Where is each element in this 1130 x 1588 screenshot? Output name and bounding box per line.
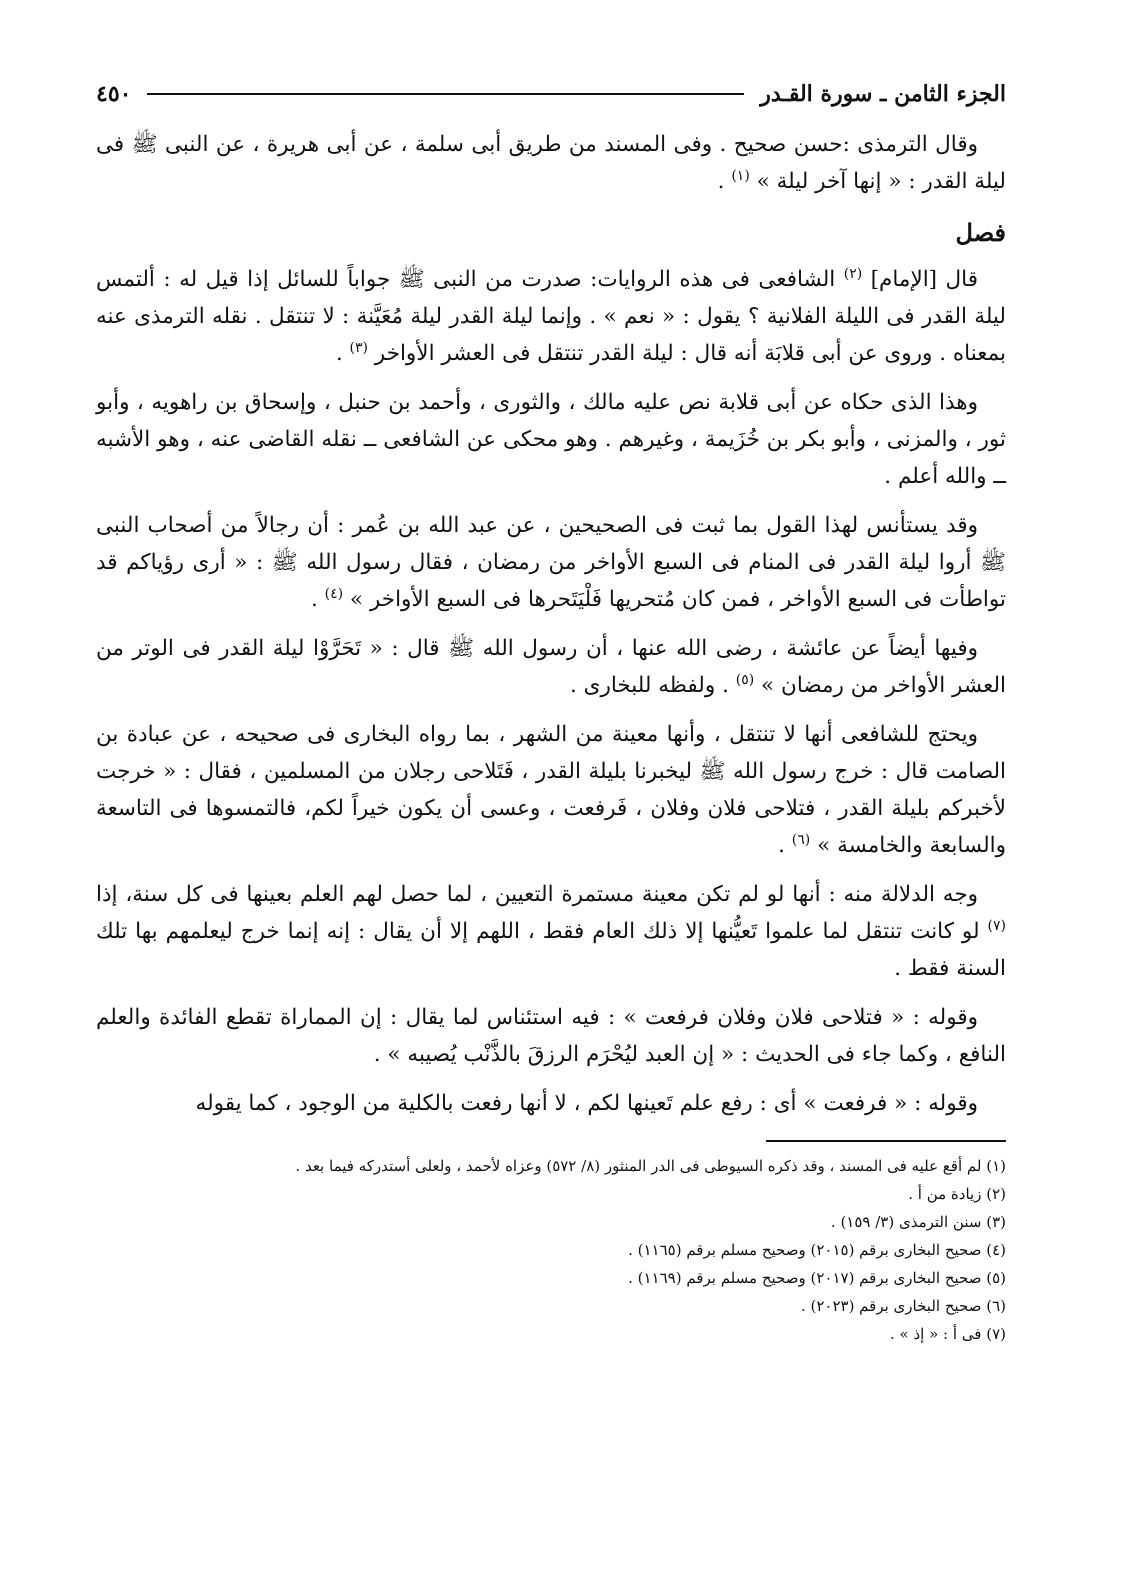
paragraph-4 [96, 507, 1006, 618]
paragraph-4-text: وقد يستأنس لهذا القول بما ثبت فى الصحيحين ، عن عبد الله بن عُمر : أن رجالاً من أصحاب النبى ﷺ أروا ليلة القدر فى المنام فى السبع الأواخر من رمضان ، فقال رسول الله ﷺ : « أرى رؤياكم قد تواطأت فى السبع الأواخر ، فمن كان مُتحريها فَلْيَتَحرها فى السبع الأواخر » [96, 513, 1006, 612]
paragraph-2 [96, 261, 1006, 372]
paragraph-5-text: وفيها أيضاً عن عائشة ، رضى الله عنها ، أن رسول الله ﷺ قال : « تَحَرَّوْا ليلة القدر فى الوتر من العشر الأواخر من رمضان » [96, 636, 1006, 698]
footnote-ref-1[interactable]: (١) [731, 167, 750, 184]
paragraph-7-text-a: وجه الدلالة منه : أنها لو لم تكن معينة مستمرة التعيين ، لما حصل لهم العلم بعينها فى كل سنة، إذا [96, 882, 978, 907]
footnote-5: (٥) صحيح البخارى برقم (٢٠١٧) وصحيح مسلم برقم (١١٦٩) . [628, 1269, 1006, 1287]
paragraph-2-text-b: الشافعى فى هذه الروايات: صدرت من النبى ﷺ جواباً للسائل إذا قيل له : ألتمس ليلة القدر فى الليلة الفلانية ؟ يقول : « نعم » . وإنما ليلة القدر ليلة مُعَيَّنة : لا تنتقل . نقله الترمذى عنه بمعناه . وروى عن أبى قلابَة أنه قال : ليلة القدر تنتقل فى العشر الأواخر [96, 267, 1006, 366]
footnote-ref-4[interactable]: (٤) [324, 585, 344, 602]
paragraph-6-text: ويحتج للشافعى أنها لا تنتقل ، وأنها معينة من الشهر ، بما رواه البخارى فى صحيحه ، عن عبادة بن الصامت قال : خرج رسول الله ﷺ ليخبرنا بليلة القدر ، فَتَلاحى رجلان من المسلمين ، فقال : « خرجت لأخبركم بليلة القدر ، فتلاحى فلان وفلان ، فَرفعت ، وعسى أن يكون خيراً لكم، فالتمسوها فى التاسعة والسابعة والخامسة » [96, 722, 1006, 858]
paragraph-5-end: . ولفظه للبخارى . [569, 673, 736, 698]
paragraph-7 [96, 876, 1006, 987]
paragraph-9: وقوله : « فرفعت » أى : رفع علم تَعينها لكم ، لا أنها رفعت بالكلية من الوجود ، كما يقوله [195, 1091, 978, 1116]
footnote-2: (٢) زيادة من أ . [908, 1185, 1006, 1203]
footnote-ref-2[interactable]: (٢) [843, 265, 863, 282]
paragraph-1-end: . [717, 169, 732, 194]
footnote-ref-5[interactable]: (٥) [735, 671, 755, 688]
paragraph-3: وهذا الذى حكاه عن أبى قلابة نص عليه مالك ، والثورى ، وأحمد بن حنبل ، وإسحاق بن راهويه ، وأبو ثور ، والمزنى ، وأبو بكر بن خُزَيمة ، وغيرهم . وهو محكى عن الشافعى ــ نقله القاضى عنه ، وهو الأشبه ــ والله أعلم . [96, 390, 1006, 489]
footnote-1: (١) لم أقع عليه فى المسند ، وقد ذكره السيوطى فى الدر المنثور (٨/ ٥٧٢) وعزاه لأحمد ، ولعلى أستدركه فيما بعد . [295, 1157, 1006, 1175]
running-title: الجزء الثامن ـ سورة القـدر [760, 81, 1006, 107]
page-header [96, 72, 1006, 116]
paragraph-2-end: . [335, 341, 350, 366]
footnote-ref-7[interactable]: (٧) [987, 917, 1006, 934]
paragraph-2-text-a: قال [الإمام] [862, 267, 978, 292]
paragraph-6-end: . [778, 833, 792, 858]
paragraph-6 [96, 716, 1006, 864]
footnote-ref-3[interactable]: (٣) [349, 339, 368, 356]
page-number: ٤٥٠ [96, 81, 132, 107]
main-text [96, 126, 1006, 1122]
footnote-7: (٧) فى أ : « إذ » . [889, 1325, 1006, 1343]
paragraph-1 [96, 126, 1006, 200]
paragraph-8: وقوله : « فتلاحى فلان وفلان فرفعت » : فيه استئناس لما يقال : إن المماراة تقطع الفائدة والعلم النافع ، وكما جاء فى الحديث : « إن العبد ليُحْرَم الرزقَ بالذَّنْب يُصيبه » . [96, 1005, 1006, 1067]
footnote-4: (٤) صحيح البخارى برقم (٢٠١٥) وصحيح مسلم برقم (١١٦٥) . [628, 1241, 1006, 1259]
header-rule [147, 93, 744, 95]
paragraph-1-text: وقال الترمذى :حسن صحيح . وفى المسند من طريق أبى سلمة ، عن أبى هريرة ، عن النبى ﷺ فى ليلة القدر : « إنها آخر ليلة » [96, 132, 1006, 194]
paragraph-4-end: . [310, 587, 325, 612]
book-page [96, 72, 1006, 1532]
footnote-rule [766, 1140, 1006, 1142]
footnote-6: (٦) صحيح البخارى برقم (٢٠٢٣) . [800, 1297, 1006, 1315]
footnote-ref-6[interactable]: (٦) [791, 831, 811, 848]
section-heading: فصل [955, 218, 1006, 247]
paragraph-5 [96, 630, 1006, 704]
footnote-3: (٣) سنن الترمذى (٣/ ١٥٩) . [830, 1213, 1006, 1231]
paragraph-7-text-b: لو كانت تنتقل لما علموا تَعيُّنها إلا ذلك العام فقط ، اللهم إلا أن يقال : إنه إنما خرج ليعلمهم بها تلك السنة فقط . [96, 919, 1006, 981]
footnotes [96, 1152, 1006, 1348]
